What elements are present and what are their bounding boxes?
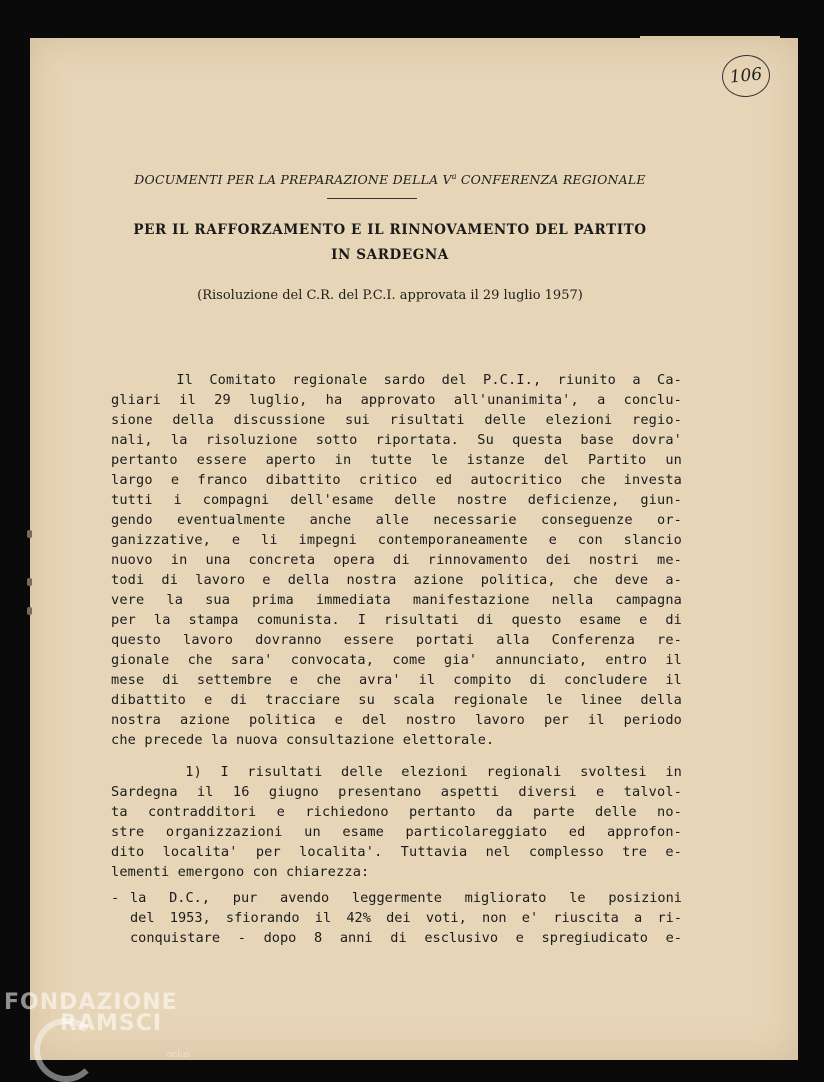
text-line: pertanto essere aperto in tutte le istanze del Partito un xyxy=(111,452,682,468)
text-line: nuovo in una concreta opera di rinnovamento dei nostri me- xyxy=(111,552,682,568)
text-line: vere la sua prima immediata manifestazione nella campagna xyxy=(111,592,682,608)
text-line: lementi emergono con chiarezza: xyxy=(111,864,370,880)
series-heading: DOCUMENTI PER LA PREPARAZIONE DELLA $V^a$ CONFERENZA REGIONALE xyxy=(134,172,646,188)
document-subtitle: (Risoluzione del C.R. del P.C.I. approvata il 29 luglio 1957) xyxy=(197,288,583,303)
text-line: tutti i compagni dell'esame delle nostre deficienze, giun- xyxy=(111,492,682,508)
text-line: gionale che sara' convocata, come gia' annunciato, entro il xyxy=(111,652,682,668)
document-title: PER IL RAFFORZAMENTO E IL RINNOVAMENTO DEL PARTITO xyxy=(133,222,647,238)
text-line: Il Comitato regionale sardo del P.C.I., riunito a Ca- xyxy=(111,372,682,388)
document-title-line2: IN SARDEGNA xyxy=(331,247,449,263)
text-line: gendo eventualmente anche alle necessarie conseguenze or- xyxy=(111,512,682,528)
paragraph-intro xyxy=(111,370,682,750)
text-line: nostra azione politica e del nostro lavoro per il periodo xyxy=(111,712,682,728)
list-item xyxy=(111,888,682,948)
text-line: sione della discussione sui risultati delle elezioni regio- xyxy=(111,412,682,428)
handwritten-page-number: 106 xyxy=(720,53,772,100)
text-line: conquistare - dopo 8 anni di esclusivo e spregiudicato e- xyxy=(130,930,682,946)
paragraph-point-1 xyxy=(111,762,682,882)
text-line: questo lavoro dovranno essere portati alla Conferenza re- xyxy=(111,632,682,648)
text-line: dibattito e di tracciare su scala regionale le linee della xyxy=(111,692,682,708)
text-line: stre organizzazioni un esame particolareggiato ed approfon- xyxy=(111,824,682,840)
watermark-g-icon xyxy=(34,1018,98,1082)
divider xyxy=(327,198,417,199)
text-line: per la stampa comunista. I risultati di questo esame e di xyxy=(111,612,682,628)
text-line: ganizzative, e li impegni contemporaneamente e con slancio xyxy=(111,532,682,548)
text-line: gliari il 29 luglio, ha approvato all'unanimita', a conclu- xyxy=(111,392,682,408)
watermark-text-2: RAMSCI xyxy=(60,1011,163,1036)
text-line: dito localita' per localita'. Tuttavia nel complesso tre e- xyxy=(111,844,682,860)
text-line: 1) I risultati delle elezioni regionali svoltesi in xyxy=(111,764,682,780)
text-line: Sardegna il 16 giugno presentano aspetti diversi e talvol- xyxy=(111,784,682,800)
watermark-logo xyxy=(4,990,204,1036)
staple-mark xyxy=(27,530,32,538)
staple-mark xyxy=(27,578,32,586)
text-line: todi di lavoro e della nostra azione politica, che deve a- xyxy=(111,572,682,588)
watermark-text: FONDAZIONE xyxy=(4,990,178,1015)
text-line: la D.C., pur avendo leggermente migliorato le posizioni xyxy=(130,890,682,906)
text-line: nali, la risoluzione sotto riportata. Su questa base dovra' xyxy=(111,432,682,448)
text-line: del 1953, sfiorando il 42% dei voti, non e' riuscita a ri- xyxy=(130,910,682,926)
watermark-small-text: onlus xyxy=(166,1050,191,1060)
text-line: largo e franco dibattito critico ed autocritico che investa xyxy=(111,472,682,488)
text-line: mese di settembre e che avra' il compito di concludere il xyxy=(111,672,682,688)
list-bullet: - xyxy=(111,890,120,906)
text-line: ta contradditori e richiedono pertanto da parte delle no- xyxy=(111,804,682,820)
page-edge xyxy=(640,36,780,40)
staple-mark xyxy=(27,607,32,615)
text-line: che precede la nuova consultazione elettorale. xyxy=(111,732,495,748)
